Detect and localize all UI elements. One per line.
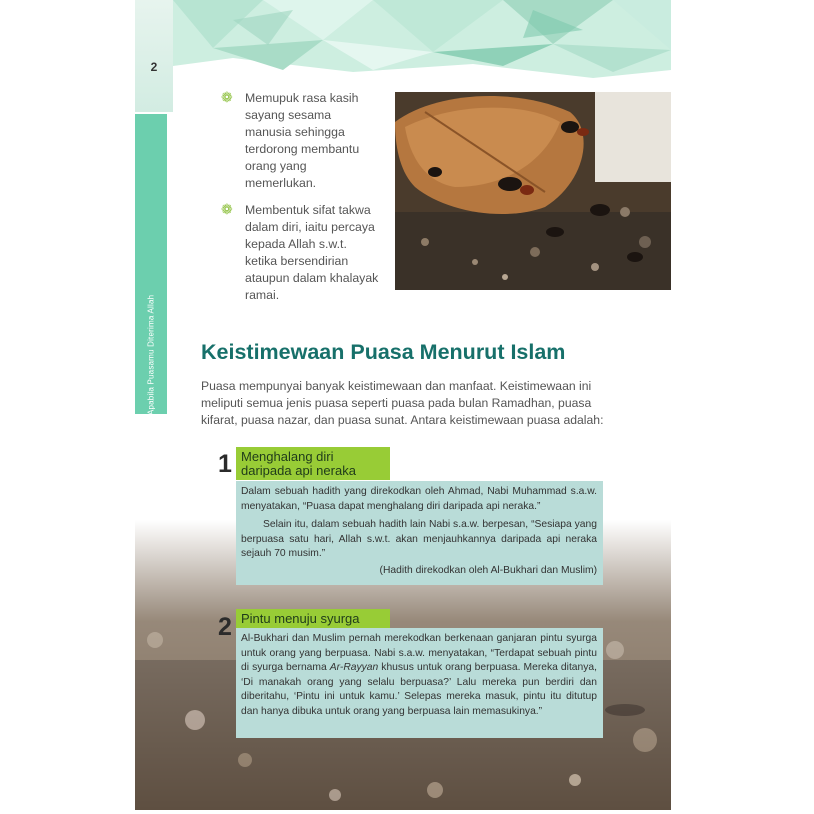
page-number-tab xyxy=(135,0,173,112)
hadith-source: (Hadith direkodkan oleh Al-Bukhari dan Muslim) xyxy=(379,564,597,576)
section-number: 1 xyxy=(218,450,232,478)
section-text: khusus untuk orang berpuasa. Mereka ditanya, ‘Di manakah orang yang selalu berpuasa?’ Lalu mereka pun berdiri dan diberitahu, ‘Pintu ini untuk kamu.’ Selepas mereka masuk, pintu itu ditutup dan hanya dibuka untuk orang yang berpuasa lain memasukinya.” xyxy=(241,662,597,717)
section-title-box xyxy=(236,447,390,480)
list-item xyxy=(221,202,381,304)
section-title-line: Pintu menuju syurga xyxy=(241,611,360,626)
side-title: Bahagianya Apabila Puasamu Diterima Allah xyxy=(146,294,156,462)
section-paragraph: Selain itu, dalam sebuah hadith lain Nabi s.a.w. berpesan, “Sesiapa yang berpuasa satu hari, Allah s.w.t. akan menjauhkannya daripada api neraka sejauh 70 musim.” xyxy=(241,519,597,559)
gate-name: Ar-Rayyan xyxy=(329,662,379,673)
bullet-text: Memupuk rasa kasih sayang sesama manusia sehingga terdorong membantu orang yang memerlukan. xyxy=(245,91,360,190)
ant-photo xyxy=(395,92,671,290)
geometric-banner xyxy=(173,0,671,78)
section-paragraph xyxy=(241,632,597,719)
side-title-strip xyxy=(135,114,167,462)
bullet-text: Membentuk sifat takwa dalam diri, iaitu percaya kepada Allah s.w.t. ketika bersendirian ataupun dalam khalayak ramai. xyxy=(245,203,379,302)
section-text: Al-Bukhari dan Muslim pernah merekodkan berkenaan ganjaran pintu syurga untuk orang yang berpuasa. Nabi s.a.w. menyatakan, “Terdapat sebuah pintu di syurga bernama xyxy=(241,633,597,673)
intro-paragraph: Puasa mempunyai banyak keistimewaan dan manfaat. Keistimewaan ini meliputi semua jenis puasa seperti puasa pada bulan Ramadhan, puasa kifarat, puasa nazar, dan puasa sunat. Antara keistimewaan puasa adalah: xyxy=(201,379,604,427)
section-heading: Keistimewaan Puasa Menurut Islam xyxy=(201,340,566,364)
bullet-list xyxy=(221,90,381,314)
section-title-line: daripada api neraka xyxy=(241,463,356,478)
flower-bullet-icon: ❁ xyxy=(221,201,233,217)
page-number: 2 xyxy=(150,60,158,74)
book-page xyxy=(135,0,671,810)
section-title-line: Menghalang diri xyxy=(241,449,334,464)
section-number: 2 xyxy=(218,613,232,641)
list-item xyxy=(221,90,381,192)
section-content-box xyxy=(236,481,603,585)
section-paragraph: Dalam sebuah hadith yang direkodkan oleh Ahmad, Nabi Muhammad s.a.w. menyatakan, “Puasa dapat menghalang diri daripada api neraka.” xyxy=(241,486,597,512)
section-content-box xyxy=(236,628,603,738)
flower-bullet-icon: ❁ xyxy=(221,89,233,105)
section-title-box xyxy=(236,609,390,628)
